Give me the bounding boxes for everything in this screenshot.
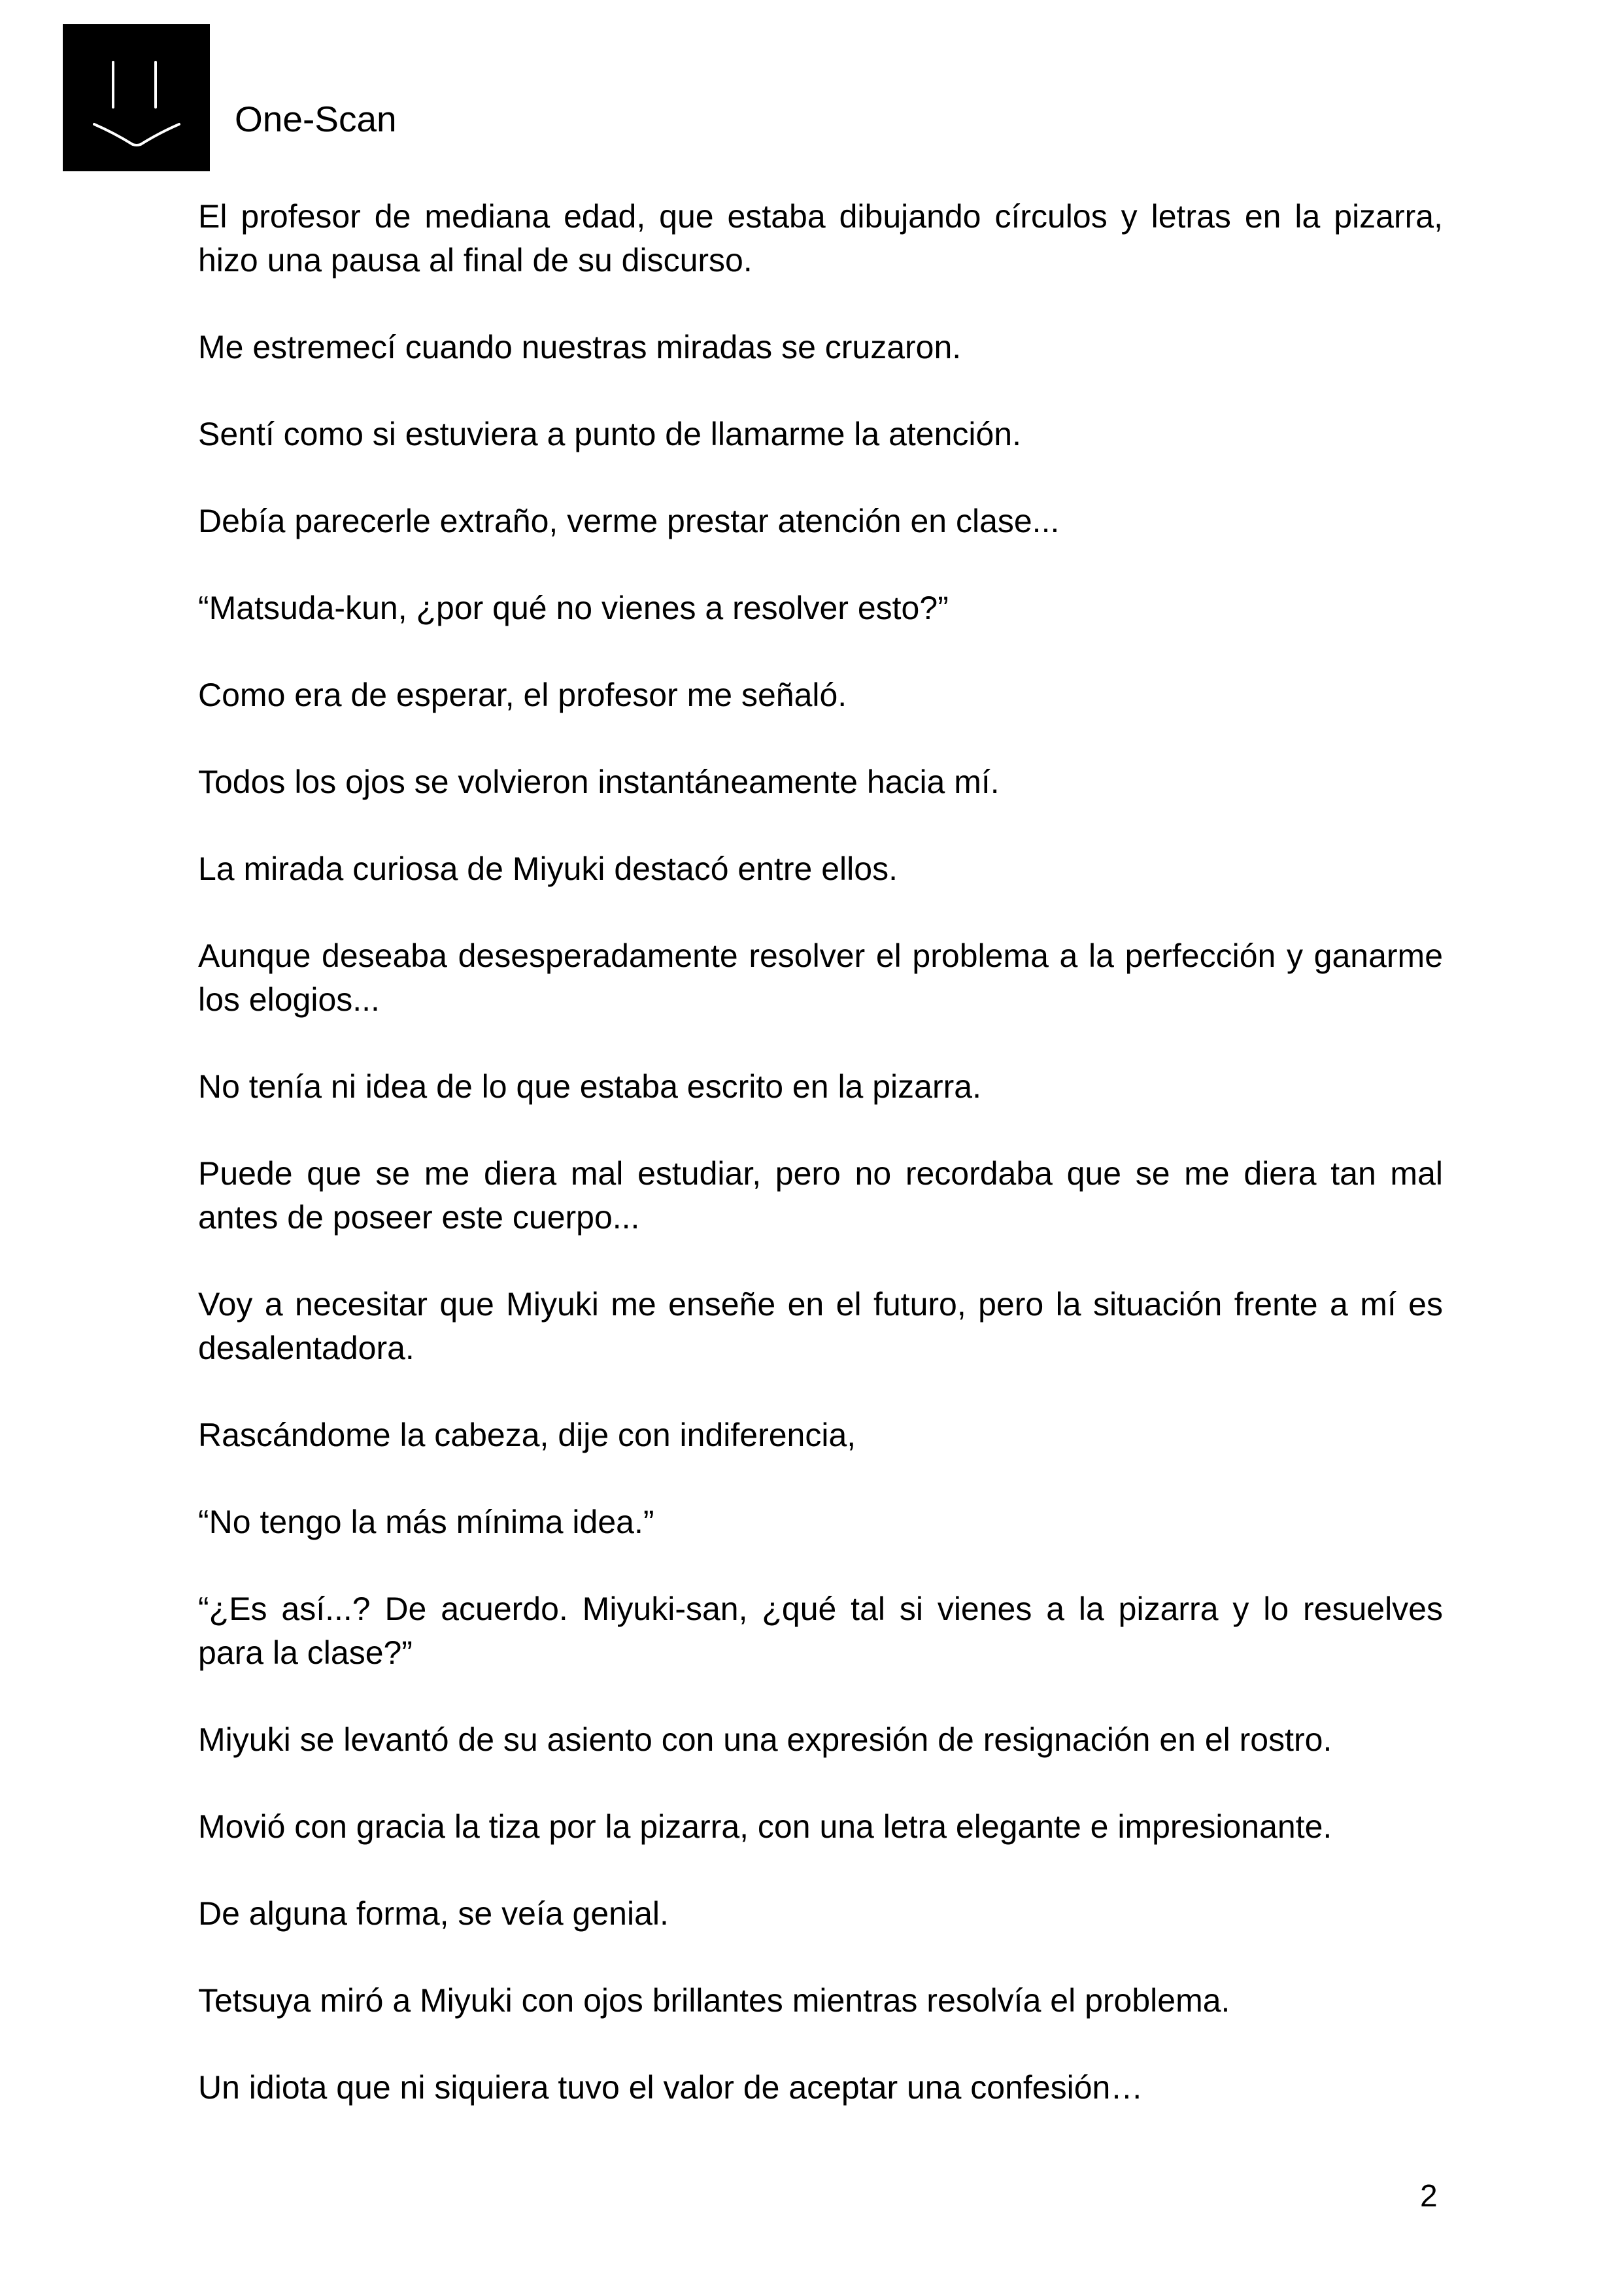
paragraph: El profesor de mediana edad, que estaba dibujando círculos y letras en la pizarra, hizo una pausa al final de su discurso. [198,198,1443,278]
paragraph: Miyuki se levantó de su asiento con una expresión de resignación en el rostro. [198,1721,1332,1758]
paragraph: Me estremecí cuando nuestras miradas se cruzaron. [198,329,962,365]
brand-name: One-Scan [235,99,397,139]
paragraph: La mirada curiosa de Miyuki destacó entre ellos. [198,851,898,887]
paragraph: No tenía ni idea de lo que estaba escrito en la pizarra. [198,1068,981,1105]
paragraph: Como era de esperar, el profesor me señaló. [198,677,847,713]
paragraph: De alguna forma, se veía genial. [198,1895,669,1932]
paragraph: Rascándome la cabeza, dije con indiferencia, [198,1417,856,1453]
paragraph: “¿Es así...? De acuerdo. Miyuki-san, ¿qué tal si vienes a la pizarra y lo resuelves para la clase?” [198,1591,1443,1671]
paragraph: Debía parecerle extraño, verme prestar atención en clase... [198,503,1060,539]
paragraph: “Matsuda-kun, ¿por qué no vienes a resolver esto?” [198,590,949,626]
paragraph: Un idiota que ni siquiera tuvo el valor de aceptar una confesión… [198,2069,1143,2106]
paragraph: Puede que se me diera mal estudiar, pero no recordaba que se me diera tan mal antes de poseer este cuerpo... [198,1155,1443,1236]
document-body [198,195,1443,2153]
paragraph: Movió con gracia la tiza por la pizarra, con una letra elegante e impresionante. [198,1808,1332,1845]
paragraph: Aunque deseaba desesperadamente resolver el problema a la perfección y ganarme los elogios... [198,937,1443,1018]
paragraph: Voy a necesitar que Miyuki me enseñe en el futuro, pero la situación frente a mí es desalentadora. [198,1286,1443,1366]
page-number: 2 [1420,2179,1438,2214]
smiley-face-icon [63,24,210,171]
paragraph: “No tengo la más mínima idea.” [198,1504,654,1540]
paragraph: Todos los ojos se volvieron instantáneamente hacia mí. [198,764,1000,800]
paragraph: Tetsuya miró a Miyuki con ojos brillantes mientras resolvía el problema. [198,1982,1230,2019]
paragraph: Sentí como si estuviera a punto de llamarme la atención. [198,416,1022,452]
